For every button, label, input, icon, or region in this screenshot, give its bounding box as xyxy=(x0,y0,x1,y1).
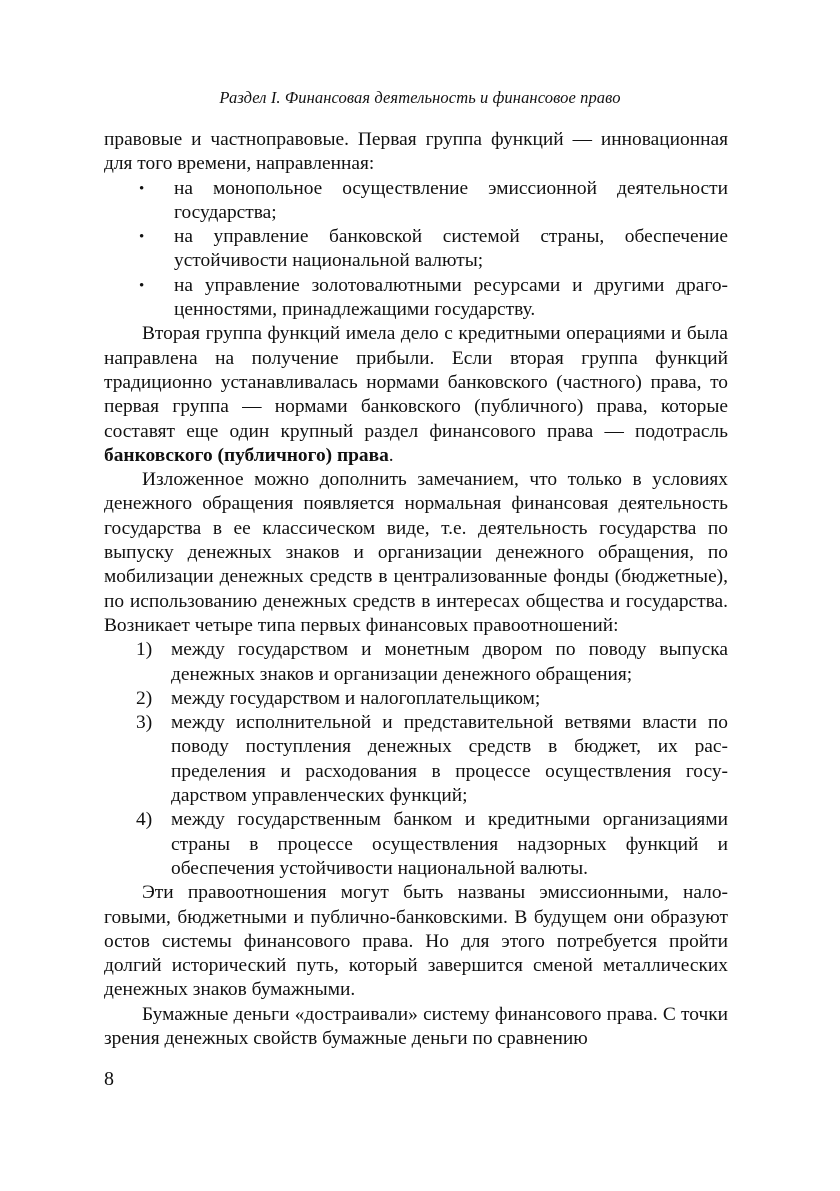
paragraph-5: Бумажные деньги «достраивали» систему финансового права. С точки зрения денежных свойств бумажные деньги по сравнению xyxy=(104,1003,728,1049)
bullet-icon: • xyxy=(139,180,145,197)
paragraph-2-bold-term: банковского (публичного) права xyxy=(104,444,389,466)
list-item xyxy=(104,177,728,226)
numbered-list xyxy=(104,638,728,881)
paragraph-4: Эти правоотношения могут быть названы эмиссионными, налоговыми, бюджетными и публично-банковскими. В будущем они образуют остов системы финансового права. Но для этого потребуется пройти долгий исторический путь, который завершится сменой металлических денежных знаков бумажными. xyxy=(104,882,728,1001)
page-number: 8 xyxy=(104,1068,114,1090)
list-item-text: на монопольное осуществление эмиссионной деятельности государства; xyxy=(174,177,728,223)
list-number: 4) xyxy=(136,809,153,831)
list-item-text: между государством и монетным двором по поводу выпуска денежных знаков и организации денежного обращения; xyxy=(171,639,728,685)
bullet-icon: • xyxy=(139,229,145,246)
paragraph-2 xyxy=(104,322,728,468)
bullet-list xyxy=(104,177,728,323)
list-item xyxy=(104,711,728,808)
list-item xyxy=(104,225,728,274)
list-item-text: между государством и налогоплательщиком; xyxy=(171,687,541,709)
paragraph-2-end: . xyxy=(388,444,394,466)
list-item-text: на управление банковской системой страны, обеспечение устойчивости национальной валюты; xyxy=(174,226,728,272)
list-number: 2) xyxy=(136,687,153,709)
list-item xyxy=(104,638,728,687)
bullet-icon: • xyxy=(139,277,145,294)
running-header: Раздел I. Финансовая деятельность и финансовое право xyxy=(219,88,621,107)
page-body xyxy=(104,128,728,1051)
paragraph-2-text: Вторая группа функций имела дело с кредитными операциями и была направлена на получение прибыли. Если вторая группа функций традиционно устанавливалась нормами банковского (частного) права, то первая группа — нормами банковского (публичного) права, которые составят еще один крупный раздел финансового права — подотрасль xyxy=(104,323,728,442)
paragraph-1: правовые и частноправовые. Первая группа функций — инновационная для того времени, направленная: xyxy=(104,129,728,175)
list-item-text: на управление золотовалютными ресурсами и другими драгоценностями, принадлежащими государству. xyxy=(174,274,728,321)
list-number: 1) xyxy=(136,639,153,661)
list-number: 3) xyxy=(136,712,153,734)
paragraph-3: Изложенное можно дополнить замечанием, что только в условиях денежного обращения появляется нормальная финансовая деятельность государства в ее классическом виде, т.е. деятельность государства по выпуску денежных знаков и организации денежного обращения, по мобилизации денежных средств в централизованные фонды (бюджетные), по использованию денежных средств в интересах общества и государства. Возникает четыре типа первых финансовых правоотношений: xyxy=(104,469,728,636)
list-item xyxy=(104,808,728,881)
list-item-text: между государственным банком и кредитными организациями страны в процессе осуществления надзорных функций и обеспечения устойчивости национальной валюты. xyxy=(171,809,728,879)
list-item xyxy=(104,687,728,711)
list-item-text: между исполнительной и представительной ветвями власти по поводу поступления денежных средств в бюджет, их распределения и расходования в процессе осуществления государством управленческих функций; xyxy=(171,712,728,807)
list-item xyxy=(104,274,728,323)
